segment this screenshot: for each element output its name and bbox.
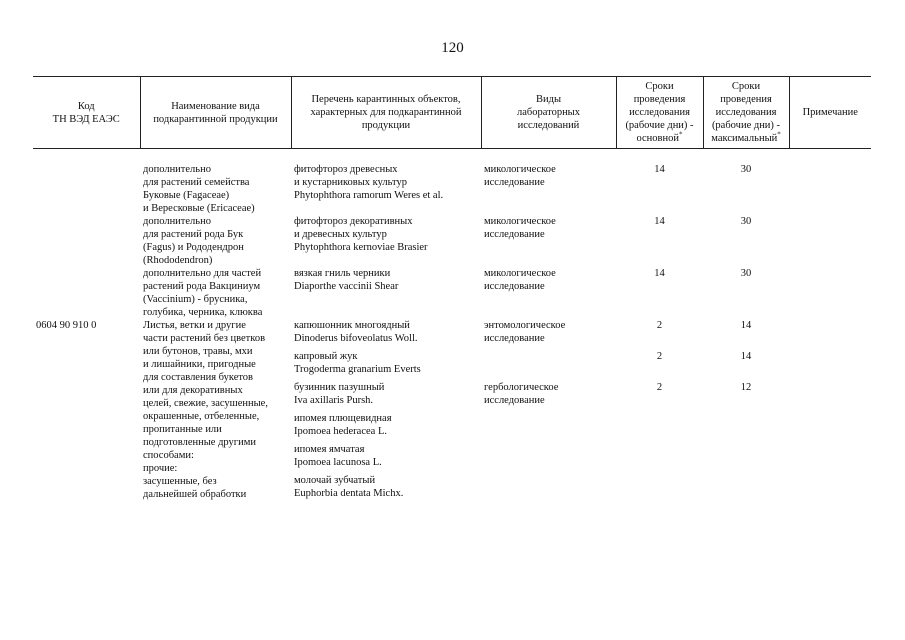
header-line: (рабочие дни) - [711, 120, 781, 131]
header-line: (рабочие дни) - [625, 120, 694, 131]
product-line: пропитанные или [143, 424, 222, 435]
object-line: Ipomoea hederacea L. [294, 426, 387, 437]
header-line: ТН ВЭД ЕАЭС [52, 113, 120, 125]
header-line: лабораторных [516, 107, 580, 118]
research-type [484, 267, 613, 293]
page-number: 120 [441, 40, 464, 56]
table-row [33, 163, 871, 215]
product-line: способами: [143, 450, 194, 461]
header-line: исследований [517, 120, 580, 131]
header-line: проведения [633, 94, 686, 105]
object-line: фитофтороз древесных [294, 164, 398, 175]
product-line: для растений рода Бук [143, 229, 244, 240]
object-line: Euphorbia dentata Michx. [294, 488, 404, 499]
term-value: 2 [656, 382, 663, 393]
cell-research [481, 319, 616, 501]
term-value: 12 [740, 382, 752, 393]
header-line: Сроки [731, 81, 761, 92]
header-note [789, 77, 871, 149]
cell-term-basic [616, 319, 703, 501]
header-code [33, 77, 140, 149]
research-type [484, 163, 613, 189]
product-line: дальнейшей обработки [143, 489, 247, 500]
product-line: голубика, черника, клюква [143, 307, 263, 318]
object-line: бузинник пазушный [294, 382, 385, 393]
quarantine-object [294, 267, 478, 293]
quarantine-table [33, 76, 871, 501]
object-line: ипомея ямчатая [294, 444, 365, 455]
object-line: капровый жук [294, 351, 358, 362]
cell-note [789, 267, 871, 319]
quarantine-object [294, 443, 478, 469]
cell-code [33, 267, 140, 319]
cell-product [140, 163, 291, 215]
cell-note [789, 215, 871, 267]
cell-term-basic [616, 267, 703, 319]
footnote-mark: * [679, 130, 683, 139]
research-line: исследование [484, 395, 545, 406]
research-line: микологическое [484, 216, 556, 227]
cell-research [481, 163, 616, 215]
header-term-basic [616, 77, 703, 149]
object-line: ипомея плющевидная [294, 413, 392, 424]
term-value: 2 [656, 320, 663, 331]
product-line: и Вересковые (Ericaceae) [143, 203, 255, 214]
product-line: прочие: [143, 463, 178, 474]
object-line: Phytophthora kernoviae Brasier [294, 242, 428, 253]
header-line: продукции [361, 120, 411, 131]
research-line: исследование [484, 177, 545, 188]
product-line: (Fagus) и Рододендрон [143, 242, 244, 253]
cell-note [789, 163, 871, 215]
term-value: 30 [740, 216, 752, 227]
header-line: Примечание [802, 107, 858, 118]
header-line: максимальный* [711, 130, 781, 144]
object-line: фитофтороз декоративных [294, 216, 413, 227]
object-line: Diaporthe vaccinii Shear [294, 281, 399, 292]
cell-term-basic [616, 215, 703, 267]
product-line: или бутонов, травы, мхи [143, 346, 253, 357]
product-line: для растений семейства [143, 177, 250, 188]
cell-code: 0604 90 910 0 [36, 320, 97, 331]
research-line: гербологическое [484, 382, 559, 393]
table-row [33, 267, 871, 319]
cell-product [140, 319, 291, 501]
header-line: исследования [715, 107, 777, 118]
header-line: Наименование вида [171, 100, 260, 112]
term-value: 14 [654, 164, 665, 175]
research-type [484, 319, 613, 345]
header-line: исследования [629, 107, 690, 118]
term-value: 30 [740, 268, 752, 279]
object-line: капюшонник многоядный [294, 320, 410, 331]
term-value: 14 [654, 216, 665, 227]
cell-research [481, 215, 616, 267]
quarantine-object [294, 381, 478, 407]
term-value: 14 [740, 351, 752, 362]
cell-term-max [703, 215, 789, 267]
object-line: и кустарниковых культур [294, 177, 407, 188]
cell-code [33, 215, 140, 267]
table-row [33, 215, 871, 267]
product-line: Листья, ветки и другие [143, 320, 246, 331]
cell-objects [291, 319, 481, 501]
term-value: 14 [740, 320, 752, 331]
header-line: проведения [720, 94, 772, 105]
cell-note [789, 319, 871, 501]
cell-term-basic [616, 163, 703, 215]
header-line: основной* [636, 130, 683, 144]
product-line: растений рода Вакциниум [143, 281, 261, 292]
product-line: части растений без цветков [143, 333, 266, 344]
table-body [33, 149, 871, 502]
product-line: (Rhododendron) [143, 255, 213, 266]
term-value: 14 [654, 268, 665, 279]
table-header-row [33, 77, 871, 149]
research-line: энтомологическое [484, 320, 566, 331]
header-line: подкарантинной продукции [153, 113, 278, 125]
cell-product [140, 267, 291, 319]
quarantine-object [294, 474, 478, 500]
cell-term-max [703, 319, 789, 501]
quarantine-object [294, 412, 478, 438]
research-line: исследование [484, 229, 545, 240]
product-line: дополнительно для частей [143, 268, 262, 279]
cell-objects [291, 215, 481, 267]
product-line: дополнительно [143, 216, 211, 227]
object-line: и древесных культур [294, 229, 387, 240]
cell-objects [291, 267, 481, 319]
product-line: для составления букетов [143, 372, 254, 383]
research-type [484, 381, 613, 407]
cell-research [481, 267, 616, 319]
term-value: 30 [740, 164, 752, 175]
object-line: Trogoderma granarium Everts [294, 364, 421, 375]
product-line: или для декоративных [143, 385, 243, 396]
header-research [481, 77, 616, 149]
object-line: Phytophthora ramorum Weres et al. [294, 190, 444, 201]
header-line: Перечень карантинных объектов, [311, 94, 461, 105]
object-line: Dinoderus bifoveolatus Woll. [294, 333, 418, 344]
object-line: молочай зубчатый [294, 475, 376, 486]
research-line: исследование [484, 333, 545, 344]
research-type [484, 350, 613, 376]
header-line: Код [77, 100, 95, 112]
product-line: засушенные, без [143, 476, 217, 487]
product-line: и лишайники, пригодные [143, 359, 256, 370]
research-line: микологическое [484, 164, 556, 175]
cell-code [33, 163, 140, 215]
product-line: подготовленные другими [143, 437, 256, 448]
quarantine-object [294, 350, 478, 376]
research-type [484, 215, 613, 241]
header-line: Виды [535, 94, 562, 105]
object-line: Ipomoea lacunosa L. [294, 457, 382, 468]
object-line: Iva axillaris Pursh. [294, 395, 374, 406]
product-line: Буковые (Fagaceae) [143, 190, 230, 201]
header-line: Сроки [645, 81, 674, 92]
cell-term-max [703, 267, 789, 319]
footnote-mark: * [777, 130, 781, 139]
product-line: целей, свежие, засушенные, [143, 398, 268, 409]
product-line: (Vaccinium) - брусника, [143, 294, 248, 305]
research-line: микологическое [484, 268, 556, 279]
term-value: 2 [656, 351, 663, 362]
research-line: исследование [484, 281, 545, 292]
table-row [33, 319, 871, 501]
cell-product [140, 215, 291, 267]
object-line: вязкая гниль черники [294, 268, 391, 279]
quarantine-object [294, 319, 478, 345]
header-line: характерных для подкарантинной [310, 107, 462, 118]
cell-term-max [703, 163, 789, 215]
quarantine-object [294, 163, 478, 202]
product-line: дополнительно [143, 164, 211, 175]
quarantine-object [294, 215, 478, 254]
header-objects [291, 77, 481, 149]
header-product [140, 77, 291, 149]
product-line: окрашенные, отбеленные, [143, 411, 260, 422]
cell-objects [291, 163, 481, 215]
header-term-max [703, 77, 789, 149]
